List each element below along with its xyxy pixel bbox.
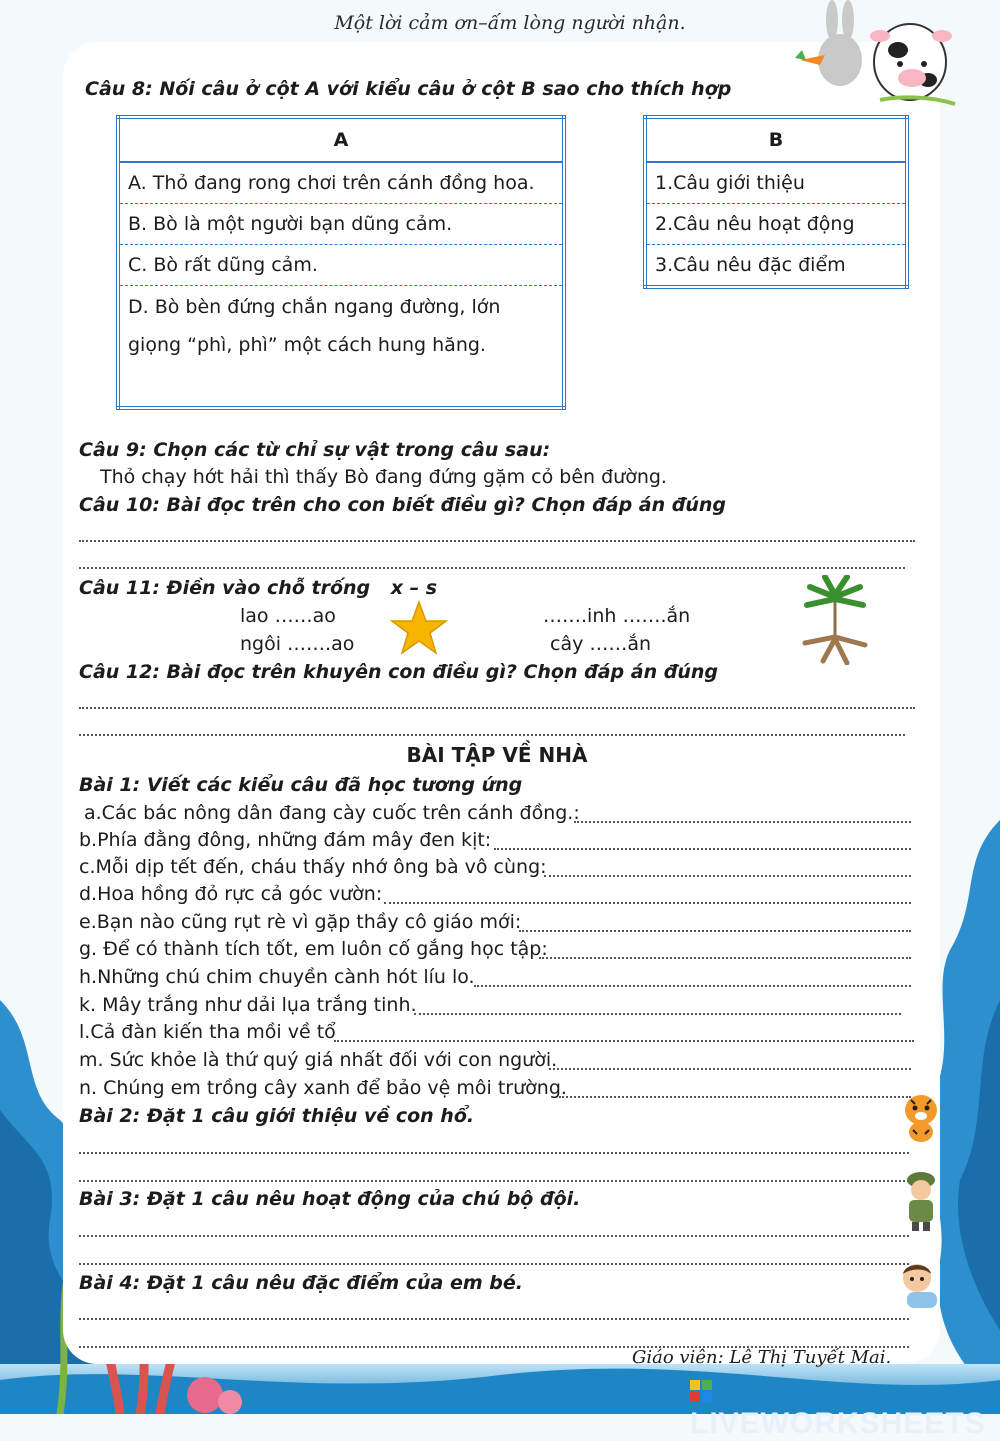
b1-item: k. Mây trắng như dải lụa trắng tinh. bbox=[79, 994, 417, 1016]
answer-line[interactable] bbox=[79, 540, 915, 542]
brand-footer[interactable] bbox=[690, 1373, 1000, 1441]
brand-name: LIVEWORKSHEETS bbox=[690, 1407, 986, 1440]
b1-item: g. Để có thành tích tốt, em luôn cố gắng học tập: bbox=[79, 938, 548, 960]
column-a-header: A bbox=[118, 117, 564, 162]
column-b-row[interactable]: 1.Câu giới thiệu bbox=[645, 162, 907, 204]
b1-item: e.Bạn nào cũng rụt rè vì gặp thầy cô giáo mới: bbox=[79, 911, 522, 933]
q11-item[interactable]: cây ……ắn bbox=[550, 633, 652, 655]
tiger-icon bbox=[897, 1090, 945, 1142]
answer-line[interactable] bbox=[559, 1096, 911, 1098]
b2-title: Bài 2: Đặt 1 câu giới thiệu về con hổ. bbox=[79, 1105, 475, 1127]
column-a-row[interactable]: A. Thỏ đang rong chơi trên cánh đồng hoa. bbox=[118, 162, 564, 204]
answer-line[interactable] bbox=[79, 734, 905, 736]
answer-line[interactable] bbox=[334, 1040, 914, 1042]
b1-item: d.Hoa hồng đỏ rực cả góc vườn: bbox=[79, 883, 383, 905]
b1-item: h.Những chú chim chuyền cành hót líu lo. bbox=[79, 966, 475, 988]
table-column-b bbox=[643, 115, 909, 289]
q11-title bbox=[79, 577, 437, 599]
column-b-header: B bbox=[645, 117, 907, 162]
q8-title: Câu 8: Nối câu ở cột A với kiểu câu ở cột B sao cho thích hợp bbox=[85, 78, 732, 100]
homework-title: BÀI TẬP VỀ NHÀ bbox=[406, 743, 588, 767]
q10-title: Câu 10: Bài đọc trên cho con biết điều gì? Chọn đáp án đúng bbox=[79, 494, 727, 516]
teacher-signature: Giáo viên: Lê Thị Tuyết Mai. bbox=[632, 1347, 892, 1368]
liveworksheets-logo-icon bbox=[690, 1380, 712, 1402]
b1-item: c.Mỗi dịp tết đến, cháu thấy nhớ ông bà vô cùng: bbox=[79, 856, 547, 878]
answer-line[interactable] bbox=[79, 1180, 909, 1182]
b1-item: n. Chúng em trồng cây xanh để bảo vệ môi trường. bbox=[79, 1077, 567, 1099]
b3-title: Bài 3: Đặt 1 câu nêu hoạt động của chú bộ đội. bbox=[79, 1188, 581, 1210]
b4-title: Bài 4: Đặt 1 câu nêu đặc điểm của em bé. bbox=[79, 1272, 523, 1294]
q11-item[interactable]: …….inh …….ắn bbox=[543, 605, 691, 627]
answer-line[interactable] bbox=[79, 1318, 909, 1320]
answer-line[interactable] bbox=[544, 875, 911, 877]
answer-line[interactable] bbox=[494, 848, 911, 850]
q11-title-text: Câu 11: Điền vào chỗ trống bbox=[79, 577, 371, 599]
q9-sentence[interactable]: Thỏ chạy hớt hải thì thấy Bò đang đứng gặm cỏ bên đường. bbox=[100, 466, 667, 488]
q9-title: Câu 9: Chọn các từ chỉ sự vật trong câu sau: bbox=[79, 439, 551, 461]
b1-item: m. Sức khỏe là thứ quý giá nhất đối với con người. bbox=[79, 1049, 558, 1071]
b1-item: b.Phía đằng đông, những đám mây đen kịt: bbox=[79, 829, 492, 851]
star-icon bbox=[390, 600, 448, 656]
b1-item: a.Các bác nông dân đang cày cuốc trên cánh đồng.: bbox=[84, 802, 580, 824]
column-a-row[interactable]: B. Bò là một người bạn dũng cảm. bbox=[118, 204, 564, 245]
soldier-icon bbox=[900, 1170, 942, 1232]
answer-line[interactable] bbox=[549, 1068, 911, 1070]
q11-letters: x – s bbox=[390, 577, 438, 599]
answer-line[interactable] bbox=[79, 1263, 909, 1265]
b1-title: Bài 1: Viết các kiểu câu đã học tương ứng bbox=[79, 774, 523, 796]
answer-line[interactable] bbox=[79, 1235, 909, 1237]
baby-icon bbox=[895, 1258, 945, 1316]
column-b-row[interactable]: 3.Câu nêu đặc điểm bbox=[655, 254, 846, 276]
column-b-row[interactable]: 2.Câu nêu hoạt động bbox=[645, 204, 907, 245]
q11-item[interactable]: ngôi …….ao bbox=[240, 633, 355, 655]
answer-line[interactable] bbox=[539, 957, 911, 959]
answer-line[interactable] bbox=[79, 1152, 909, 1154]
answer-line[interactable] bbox=[79, 567, 905, 569]
answer-line[interactable] bbox=[574, 821, 911, 823]
rabbit-cow-illustration-icon bbox=[780, 0, 970, 110]
cassava-plant-icon bbox=[795, 575, 875, 665]
answer-line[interactable] bbox=[519, 930, 911, 932]
column-a-row[interactable]: C. Bò rất dũng cảm. bbox=[118, 245, 564, 286]
q11-item[interactable]: lao ……ao bbox=[240, 605, 336, 627]
header-motto: Một lời cảm ơn–ấm lòng người nhận. bbox=[334, 12, 686, 34]
b1-item: l.Cả đàn kiến tha mồi về tổ bbox=[79, 1021, 336, 1043]
answer-line[interactable] bbox=[384, 902, 911, 904]
answer-line[interactable] bbox=[474, 985, 911, 987]
column-a-row[interactable]: D. Bò bèn đứng chắn ngang đường, lớn giọng “phì, phì” một cách hung hăng. bbox=[128, 296, 501, 356]
answer-line[interactable] bbox=[79, 707, 915, 709]
answer-line[interactable] bbox=[414, 1013, 901, 1015]
q12-title: Câu 12: Bài đọc trên khuyên con điều gì? Chọn đáp án đúng bbox=[79, 661, 718, 683]
table-column-a bbox=[116, 115, 566, 410]
